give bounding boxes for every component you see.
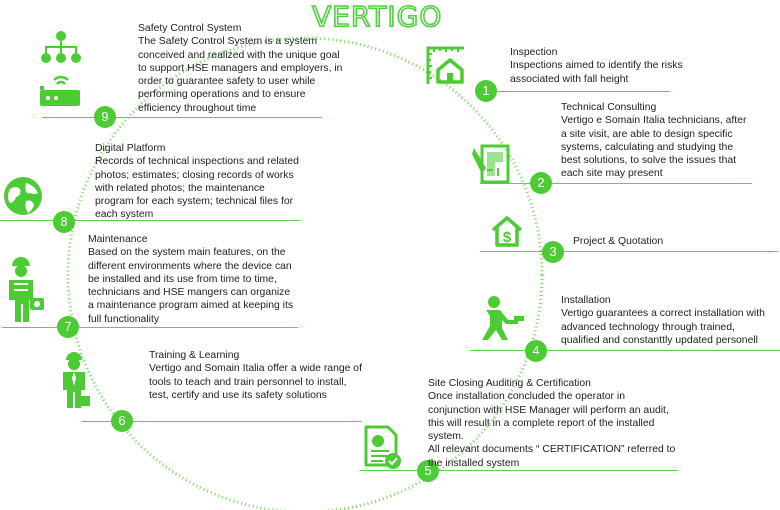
step-number-4: 4 <box>525 340 547 362</box>
maintenance-worker-icon <box>6 256 46 324</box>
report-check-icon <box>360 425 404 471</box>
blueprint-icon <box>470 140 512 184</box>
step-title: Safety Control System <box>138 23 242 34</box>
step-desc: Inspections aimed to identify the risks associated with fall height <box>510 60 683 85</box>
step-number-2: 2 <box>530 172 552 194</box>
step-title: Technical Consulting <box>561 102 657 113</box>
house-inspection-icon <box>424 44 468 88</box>
rule-3 <box>480 251 778 252</box>
step-number-1: 1 <box>475 80 497 102</box>
worker-drill-icon <box>476 294 528 342</box>
step-5 <box>428 377 678 470</box>
step-number-6: 6 <box>111 410 133 432</box>
step-desc: Once installation concluded the operator in conjunction with HSE Manager will perform an audit, this will result in a complete report of the installed system. All relevant documents “ CERTIFICATION” referred to the installed system <box>428 391 676 469</box>
step-8 <box>95 142 300 222</box>
step-title: Digital Platform <box>95 143 166 154</box>
rule-7 <box>2 327 298 328</box>
step-desc: Vertigo guarantees a correct installation with advanced technology through trained, qualified and constanttly updated personell <box>561 308 765 346</box>
step-number-5: 5 <box>417 460 439 482</box>
step-3 <box>573 235 753 248</box>
trainer-icon <box>58 352 94 410</box>
step-6 <box>149 349 369 402</box>
step-2 <box>561 101 751 181</box>
step-desc: The Safety Control System is a system conceived and realized with the unique goal to support HSE managers and employers, in order to guarantee safety to user while performing operations and to ensure efficiency throughout time <box>138 36 343 114</box>
rule-2 <box>480 183 752 184</box>
rule-1 <box>484 91 670 92</box>
step-title: Maintenance <box>88 234 148 245</box>
step-desc: Vertigo e Somain Italia technicians, after a site visit, are able to design specific systems, calculating and studying the best solutions, to solve the issues that each site may present <box>561 115 747 180</box>
step-title: Site Closing Auditing & Certification <box>428 378 591 389</box>
step-7 <box>88 233 298 326</box>
step-title: Training & Learning <box>149 350 240 361</box>
step-4 <box>561 294 776 347</box>
step-title: Installation <box>561 295 611 306</box>
step-9 <box>138 22 343 115</box>
step-desc: Vertigo and Somain Italia offer a wide range of tools to teach and train personnel to install, test, certify and use its safety solutions <box>149 363 362 401</box>
brand-logo: VERTIGO <box>312 0 443 33</box>
step-desc: Records of technical inspections and related photos; estimates; closing records of works with related photos; the maintenance program for each system; technical files for each system <box>95 156 299 221</box>
globe-icon <box>2 175 44 217</box>
rule-5 <box>360 470 678 471</box>
step-1 <box>510 46 700 86</box>
step-desc: Based on the system main features, on the different environments where the device can be installed and its use from time to time, technicians and HSE mangers can organize a maintenance program aimed at keeping its full functionality <box>88 247 294 325</box>
step-number-7: 7 <box>57 316 79 338</box>
step-title: Project & Quotation <box>573 236 664 247</box>
step-number-3: 3 <box>542 241 564 263</box>
step-title: Inspection <box>510 47 558 58</box>
step-number-8: 8 <box>53 211 75 233</box>
step-number-9: 9 <box>94 106 116 128</box>
rule-4 <box>470 350 780 351</box>
svg-text:$: $ <box>502 229 512 246</box>
house-dollar-icon <box>490 215 524 247</box>
rule-9 <box>42 117 322 118</box>
network-router-icon <box>36 28 86 110</box>
